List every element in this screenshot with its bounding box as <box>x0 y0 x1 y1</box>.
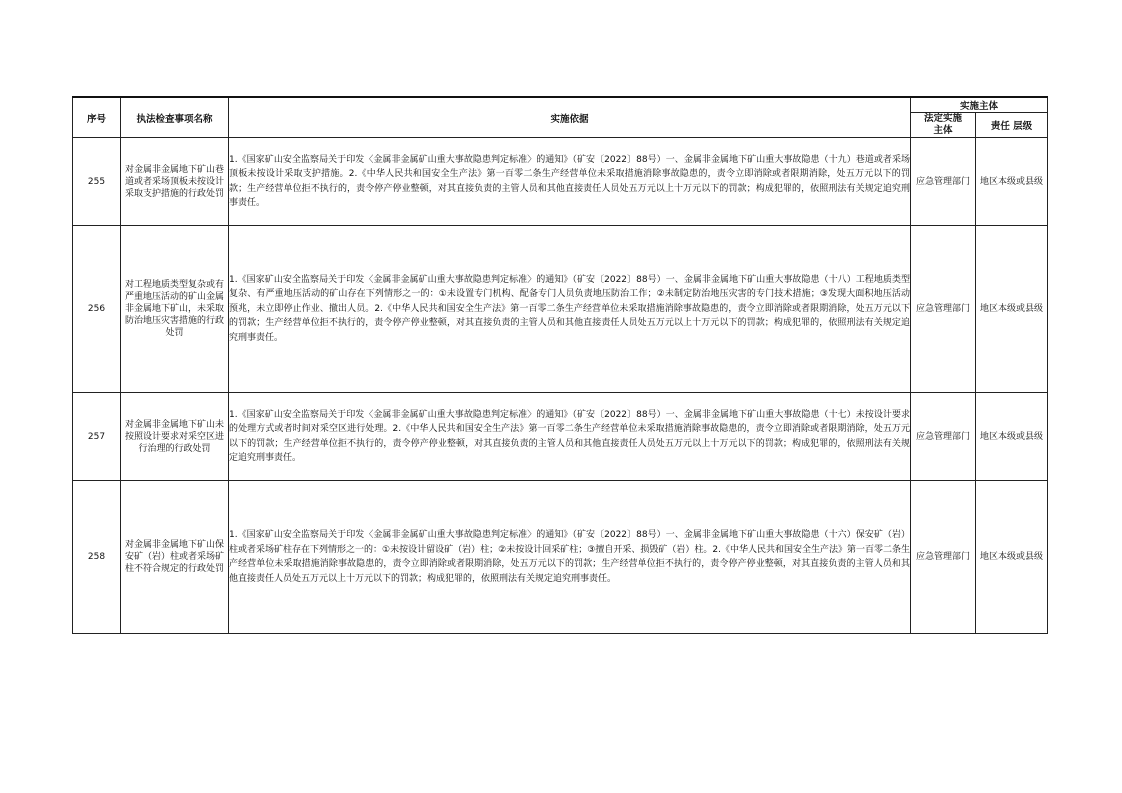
row-basis: 1.《国家矿山安全监察局关于印发〈金属非金属矿山重大事故隐患判定标准〉的通知》（矿安〔2022〕88号）一、金属非金属地下矿山重大事故隐患（十九）巷道或者采场顶板未按设计采取支护措施。2.《中华人民共和国安全生产法》第一百零二条生产经营单位未采取措施消除事故隐患的，责令立即消除或者限期消除，处五万元以下的罚款；生产经营单位拒不执行的，责令停产停业整顿，对其直接负责的主管人员和其他直接责任人员处五万元以上十万元以下的罚款；构成犯罪的，依照刑法有关规定追究刑事责任。 <box>229 138 911 226</box>
header-item-name: 执法检查事项名称 <box>121 97 229 138</box>
row-item-name: 对金属非金属地下矿山巷道或者采场顶板未按设计采取支护措施的行政处罚 <box>121 138 229 226</box>
row-dept: 应急管理部门 <box>911 393 976 481</box>
header-legal-subject: 法定实施主体 <box>911 113 976 138</box>
row-item-name: 对金属非金属地下矿山保安矿（岩）柱或者采场矿柱不符合规定的行政处罚 <box>121 481 229 634</box>
table-row <box>73 393 1048 481</box>
row-level: 地区本级或县级 <box>976 393 1048 481</box>
row-seq: 255 <box>73 138 121 226</box>
row-item-name: 对工程地质类型复杂或有严重地压活动的矿山金属非金属地下矿山，未采取防治地压灾害措施的行政处罚 <box>121 226 229 393</box>
row-seq: 258 <box>73 481 121 634</box>
enforcement-table <box>72 96 1048 634</box>
row-dept: 应急管理部门 <box>911 226 976 393</box>
row-level: 地区本级或县级 <box>976 481 1048 634</box>
row-item-name: 对金属非金属地下矿山未按照设计要求对采空区进行治理的行政处罚 <box>121 393 229 481</box>
row-seq: 257 <box>73 393 121 481</box>
row-seq: 256 <box>73 226 121 393</box>
row-basis: 1.《国家矿山安全监察局关于印发〈金属非金属矿山重大事故隐患判定标准〉的通知》（矿安〔2022〕88号）一、金属非金属地下矿山重大事故隐患（十六）保安矿（岩）柱或者采场矿柱存在下列情形之一的：①未按设计留设矿（岩）柱；②未按设计回采矿柱；③擅自开采、损毁矿（岩）柱。2.《中华人民共和国安全生产法》第一百零二条生产经营单位未采取措施消除事故隐患的，责令立即消除或者限期消除，处五万元以下的罚款；生产经营单位拒不执行的，责令停产停业整顿，对其直接负责的主管人员和其他直接责任人员处五万元以上十万元以下的罚款；构成犯罪的，依照刑法有关规定追究刑事责任。 <box>229 481 911 634</box>
header-subject: 实施主体 <box>911 97 1048 113</box>
header-seq: 序号 <box>73 97 121 138</box>
row-basis: 1.《国家矿山安全监察局关于印发〈金属非金属矿山重大事故隐患判定标准〉的通知》（矿安〔2022〕88号）一、金属非金属地下矿山重大事故隐患（十八）工程地质类型复杂、有严重地压活动的矿山存在下列情形之一的：①未设置专门机构、配备专门人员负责地压防治工作；②未制定防治地压灾害的专门技术措施；③发现大面积地压活动预兆，未立即停止作业、撤出人员。2.《中华人民共和国安全生产法》第一百零二条生产经营单位未采取措施消除事故隐患的，责令立即消除或者限期消除，处五万元以下的罚款；生产经营单位拒不执行的，责令停产停业整顿，对其直接负责的主管人员和其他直接责任人员处五万元以上十万元以下的罚款；构成犯罪的，依照刑法有关规定追究刑事责任。 <box>229 226 911 393</box>
row-basis: 1.《国家矿山安全监察局关于印发〈金属非金属矿山重大事故隐患判定标准〉的通知》（矿安〔2022〕88号）一、金属非金属地下矿山重大事故隐患（十七）未按设计要求的处理方式或者时间对采空区进行处理。2.《中华人民共和国安全生产法》第一百零二条生产经营单位未采取措施消除事故隐患的，责令立即消除或者限期消除，处五万元以下的罚款；生产经营单位拒不执行的，责令停产停业整顿，对其直接负责的主管人员和其他直接责任人员处五万元以上十万元以下的罚款；构成犯罪的，依照刑法有关规定追究刑事责任。 <box>229 393 911 481</box>
table-row <box>73 226 1048 393</box>
row-dept: 应急管理部门 <box>911 138 976 226</box>
header-level: 责任 层级 <box>976 113 1048 138</box>
table-row <box>73 481 1048 634</box>
row-level: 地区本级或县级 <box>976 138 1048 226</box>
header-basis: 实施依据 <box>229 97 911 138</box>
table-row <box>73 138 1048 226</box>
row-level: 地区本级或县级 <box>976 226 1048 393</box>
row-dept: 应急管理部门 <box>911 481 976 634</box>
